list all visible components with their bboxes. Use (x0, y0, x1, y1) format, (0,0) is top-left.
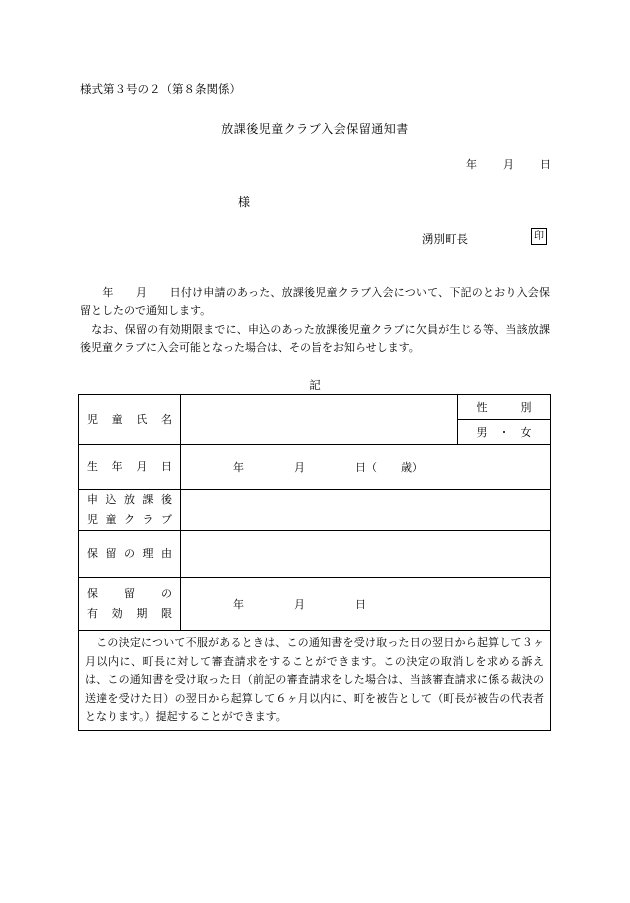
age-label: 歳） (401, 461, 423, 474)
notice-paragraph-2: なお、保留の有効期限までに、申込のあった放課後児童クラブに欠員が生じる等、当該放課後児童クラブに入会可能となった場合は、その旨をお知らせします。 (80, 323, 550, 354)
appeal-notice: この決定について不服があるときは、この通知書を受け取った日の翌日から起算して３ヶ月以内に、町長に対して審査請求をすることができます。この決定の取消しを求める訴えは、この通知書を受け取った日（前記の審査請求をした場合は、当該審査請求に係る裁決の送達を受けた日）の翌日から起算して６ヶ月以内に、町を被告として（町長が被告の代表者となります。）提起することができます。 (79, 631, 551, 731)
date-month-label: 月 (503, 158, 514, 171)
birth-day-label: 日（ (355, 461, 377, 474)
club-label-line-2: 児童クラブ (87, 513, 172, 526)
birth-year-label: 年 (233, 461, 244, 474)
addressee-suffix: 様 (238, 195, 251, 209)
valid-month-label: 月 (294, 598, 305, 611)
club-label-line-1: 申込放課後 (87, 493, 172, 506)
valid-year-label: 年 (233, 598, 244, 611)
issue-date (466, 156, 551, 172)
notice-paragraph-1: 年 月 日付け申請のあった、放課後児童クラブ入会について、下記のとおり入会保留としたので通知します。 (80, 286, 550, 317)
validity-label-line-2: 有効期限 (87, 607, 172, 620)
validity-label-line-1: 保留の (87, 587, 172, 600)
child-name-field (181, 395, 458, 445)
date-year-label: 年 (466, 158, 477, 171)
reason-field (181, 531, 551, 578)
details-table (78, 394, 551, 731)
valid-day-label: 日 (355, 598, 366, 611)
seal-mark: 印 (531, 228, 547, 245)
birth-month-label: 月 (294, 461, 305, 474)
form-number: 様式第３号の２（第８条関係） (80, 82, 241, 96)
gender-label: 性 別 (458, 395, 551, 420)
validity-field (181, 578, 551, 631)
reason-label: 保留の理由 (79, 531, 181, 578)
ki-heading: 記 (309, 378, 321, 392)
sender-name: 湧別町長 (422, 232, 468, 246)
club-field (181, 490, 551, 531)
document-title: 放課後児童クラブ入会保留通知書 (221, 122, 409, 136)
birthdate-field (181, 445, 551, 490)
validity-label (79, 578, 181, 631)
gender-options: 男 ・ 女 (458, 420, 551, 445)
date-day-label: 日 (540, 158, 551, 171)
club-label (79, 490, 181, 531)
birthdate-label: 生年月日 (79, 445, 181, 490)
child-name-label: 児童氏名 (79, 395, 181, 445)
